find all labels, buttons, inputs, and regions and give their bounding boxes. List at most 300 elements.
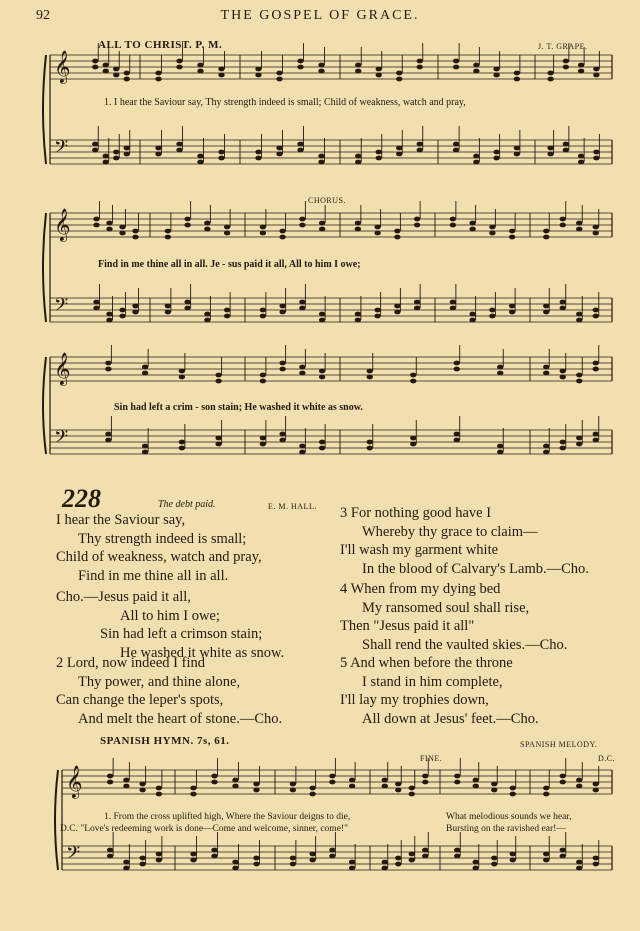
note-head — [179, 446, 185, 451]
note-head — [417, 59, 423, 64]
note-head — [290, 856, 296, 861]
note-head — [155, 71, 161, 76]
note-head — [454, 780, 460, 785]
note-head — [123, 778, 129, 783]
note-head — [93, 306, 99, 311]
note-head — [563, 65, 569, 70]
note-head — [576, 784, 582, 789]
verse-line: Sin had left a crimson stain; — [100, 626, 263, 642]
note-head — [179, 375, 185, 380]
composer: E. M. HALL. — [268, 502, 317, 511]
note-head — [394, 304, 400, 309]
note-head — [578, 69, 584, 74]
note-head — [497, 444, 503, 449]
note-head — [414, 217, 420, 222]
note-head — [493, 156, 499, 161]
note-head — [374, 308, 380, 313]
note-head — [469, 312, 475, 317]
note-head — [329, 780, 335, 785]
note-head — [204, 221, 210, 226]
note-head — [319, 440, 325, 445]
note-head — [454, 367, 460, 372]
note-head — [396, 71, 402, 76]
verse-line: He washed it white as snow. — [120, 644, 285, 661]
note-head — [142, 450, 148, 455]
bass-clef-icon: 𝄢 — [54, 137, 69, 162]
note-head — [156, 858, 162, 863]
note-head — [514, 146, 520, 151]
note-head — [509, 304, 515, 309]
note-head — [493, 73, 499, 78]
verse-1 — [56, 511, 262, 585]
note-head — [204, 312, 210, 317]
running-title: THE GOSPEL OF GRACE. — [220, 8, 420, 23]
note-head — [410, 379, 416, 384]
note-head — [563, 148, 569, 153]
note-head — [232, 866, 238, 871]
note-head — [547, 146, 553, 151]
note-head — [232, 784, 238, 789]
verse-line: 5 And when before the throne — [340, 655, 513, 671]
note-head — [560, 446, 566, 451]
note-head — [394, 235, 400, 240]
note-head — [103, 154, 109, 159]
note-head — [560, 223, 566, 228]
note-head — [113, 156, 119, 161]
note-head — [514, 152, 520, 157]
composer: SPANISH MELODY. — [520, 740, 598, 749]
hymn-subtitle: The debt paid. — [158, 499, 216, 510]
note-head — [329, 774, 335, 779]
note-head — [319, 318, 325, 323]
note-head — [473, 860, 479, 865]
note-head — [319, 369, 325, 374]
note-head — [297, 65, 303, 70]
note-head — [543, 858, 549, 863]
treble-clef-icon: 𝄞 — [66, 765, 83, 798]
note-head — [107, 780, 113, 785]
note-head — [510, 852, 516, 857]
note-head — [473, 784, 479, 789]
note-head — [473, 154, 479, 159]
note-head — [299, 444, 305, 449]
note-head — [576, 860, 582, 865]
note-head — [105, 432, 111, 437]
note-head — [329, 848, 335, 853]
note-head — [422, 848, 428, 853]
note-head — [119, 225, 125, 230]
note-head — [215, 373, 221, 378]
note-head — [106, 318, 112, 323]
note-head — [106, 221, 112, 226]
note-head — [410, 436, 416, 441]
note-head — [107, 854, 113, 859]
hymn-title: SPANISH HYMN. 7s, 61. — [100, 735, 230, 747]
note-head — [260, 308, 266, 313]
note-head — [211, 854, 217, 859]
note-head — [105, 361, 111, 366]
note-head — [593, 432, 599, 437]
note-head — [355, 160, 361, 165]
note-head — [253, 856, 259, 861]
verse-line: I'll wash my garment white — [340, 542, 499, 558]
note-head — [260, 436, 266, 441]
note-head — [103, 160, 109, 165]
note-head — [453, 65, 459, 70]
note-head — [414, 223, 420, 228]
note-head — [139, 788, 145, 793]
note-head — [179, 440, 185, 445]
note-head — [560, 440, 566, 445]
fine-marking: FINE. — [420, 754, 443, 763]
note-head — [394, 310, 400, 315]
verse-line: 4 When from my dying bed — [340, 581, 501, 597]
note-head — [176, 59, 182, 64]
note-head — [450, 223, 456, 228]
verse-4 — [340, 580, 567, 654]
note-head — [414, 306, 420, 311]
note-head — [454, 848, 460, 853]
note-head — [232, 778, 238, 783]
note-head — [409, 792, 415, 797]
note-head — [179, 369, 185, 374]
note-head — [543, 229, 549, 234]
note-head — [139, 856, 145, 861]
note-head — [329, 854, 335, 859]
note-head — [382, 778, 388, 783]
note-head — [224, 225, 230, 230]
note-head — [355, 221, 361, 226]
note-head — [224, 314, 230, 319]
note-head — [560, 780, 566, 785]
note-head — [255, 73, 261, 78]
note-head — [279, 304, 285, 309]
note-head — [410, 373, 416, 378]
note-head — [473, 866, 479, 871]
brace — [43, 55, 46, 164]
note-head — [349, 778, 355, 783]
note-head — [319, 227, 325, 232]
lyric-line: Sin had left a crim - son stain; He washed it white as snow. — [114, 402, 363, 413]
verse-line: All to him I owe; — [120, 607, 220, 624]
note-head — [469, 318, 475, 323]
note-head — [469, 227, 475, 232]
note-head — [510, 858, 516, 863]
note-head — [309, 858, 315, 863]
note-head — [376, 67, 382, 72]
note-head — [255, 156, 261, 161]
note-head — [578, 154, 584, 159]
note-head — [560, 300, 566, 305]
note-head — [367, 440, 373, 445]
note-head — [299, 306, 305, 311]
note-head — [593, 231, 599, 236]
note-head — [132, 229, 138, 234]
note-head — [124, 152, 130, 157]
note-head — [376, 73, 382, 78]
note-head — [396, 77, 402, 82]
note-head — [190, 852, 196, 857]
note-head — [184, 223, 190, 228]
note-head — [454, 432, 460, 437]
note-head — [497, 450, 503, 455]
note-head — [454, 774, 460, 779]
note-head — [355, 63, 361, 68]
note-head — [422, 780, 428, 785]
note-head — [422, 854, 428, 859]
note-head — [297, 148, 303, 153]
note-head — [543, 450, 549, 455]
note-head — [491, 788, 497, 793]
note-head — [576, 436, 582, 441]
note-head — [509, 229, 515, 234]
note-head — [349, 860, 355, 865]
note-head — [260, 373, 266, 378]
note-head — [355, 227, 361, 232]
note-head — [473, 69, 479, 74]
note-head — [578, 63, 584, 68]
note-head — [197, 63, 203, 68]
note-head — [297, 142, 303, 147]
note-head — [197, 69, 203, 74]
chorus-label: CHORUS. — [308, 196, 346, 205]
verse-line: Child of weakness, watch and pray, — [56, 549, 262, 565]
note-head — [156, 852, 162, 857]
verse-line: Shall rend the vaulted skies.—Cho. — [362, 636, 568, 653]
lyric-line: 1. I hear the Saviour say, Thy strength indeed is small; Child of weakness, watch and pray, — [104, 97, 466, 108]
lyric-line: Bursting on the ravished ear!— — [446, 824, 566, 834]
note-head — [142, 444, 148, 449]
note-head — [510, 786, 516, 791]
note-head — [473, 63, 479, 68]
note-head — [395, 856, 401, 861]
note-head — [409, 786, 415, 791]
note-head — [576, 442, 582, 447]
note-head — [232, 860, 238, 865]
note-head — [374, 314, 380, 319]
note-head — [417, 148, 423, 153]
note-head — [260, 379, 266, 384]
note-head — [576, 379, 582, 384]
lyric-line: D.C. "Love's redeeming work is done—Come and welcome, sinner, come!" — [60, 824, 348, 834]
note-head — [105, 438, 111, 443]
note-head — [124, 77, 130, 82]
note-head — [395, 782, 401, 787]
note-head — [576, 221, 582, 226]
note-head — [255, 150, 261, 155]
note-head — [218, 67, 224, 72]
verse-line: 3 For nothing good have I — [340, 505, 492, 521]
note-head — [290, 862, 296, 867]
note-head — [489, 308, 495, 313]
bass-clef-icon: 𝄢 — [54, 295, 69, 320]
note-head — [260, 314, 266, 319]
note-head — [299, 300, 305, 305]
brace — [43, 213, 46, 322]
note-head — [593, 782, 599, 787]
note-head — [119, 231, 125, 236]
bass-clef-icon: 𝄢 — [66, 843, 81, 868]
note-head — [319, 221, 325, 226]
note-head — [132, 304, 138, 309]
note-head — [450, 217, 456, 222]
treble-clef-icon: 𝄞 — [54, 50, 71, 83]
note-head — [450, 306, 456, 311]
note-head — [593, 361, 599, 366]
note-head — [260, 231, 266, 236]
note-head — [576, 866, 582, 871]
verse-line: Then "Jesus paid it all" — [340, 618, 475, 634]
note-head — [454, 438, 460, 443]
verse-line: My ransomed soul shall rise, — [362, 599, 530, 616]
note-head — [176, 148, 182, 153]
note-head — [309, 792, 315, 797]
note-head — [123, 784, 129, 789]
note-head — [253, 788, 259, 793]
note-head — [255, 67, 261, 72]
note-head — [279, 367, 285, 372]
note-head — [106, 312, 112, 317]
note-head — [211, 774, 217, 779]
note-head — [139, 862, 145, 867]
note-head — [299, 371, 305, 376]
lyric-line: What melodious sounds we hear, — [446, 812, 572, 822]
note-head — [593, 438, 599, 443]
page-number: 92 — [36, 8, 50, 23]
note-head — [93, 217, 99, 222]
note-head — [382, 866, 388, 871]
verse-line: I stand in him complete, — [362, 673, 503, 690]
note-head — [190, 792, 196, 797]
note-head — [92, 142, 98, 147]
note-head — [593, 314, 599, 319]
note-head — [318, 160, 324, 165]
note-head — [473, 160, 479, 165]
note-head — [593, 856, 599, 861]
note-head — [218, 156, 224, 161]
note-head — [197, 160, 203, 165]
note-head — [367, 375, 373, 380]
note-head — [395, 862, 401, 867]
note-head — [454, 854, 460, 859]
note-head — [576, 318, 582, 323]
note-head — [103, 69, 109, 74]
dc-marking: D.C. — [598, 754, 616, 763]
note-head — [224, 231, 230, 236]
note-head — [593, 225, 599, 230]
note-head — [190, 786, 196, 791]
note-head — [560, 306, 566, 311]
note-head — [593, 862, 599, 867]
note-head — [299, 450, 305, 455]
note-head — [514, 71, 520, 76]
note-head — [156, 786, 162, 791]
note-head — [197, 154, 203, 159]
note-head — [493, 150, 499, 155]
note-head — [409, 852, 415, 857]
note-head — [119, 308, 125, 313]
note-head — [276, 77, 282, 82]
note-head — [560, 217, 566, 222]
verse-line: In the blood of Calvary's Lamb.—Cho. — [362, 560, 589, 577]
verse-line: Thy strength indeed is small; — [78, 530, 247, 547]
note-head — [493, 67, 499, 72]
note-head — [543, 444, 549, 449]
note-head — [165, 310, 171, 315]
treble-clef-icon: 𝄞 — [54, 352, 71, 385]
note-head — [578, 160, 584, 165]
note-head — [176, 65, 182, 70]
note-head — [560, 774, 566, 779]
note-head — [204, 227, 210, 232]
verse-line: I'll lay my trophies down, — [340, 692, 489, 708]
note-head — [543, 852, 549, 857]
chorus — [56, 588, 284, 662]
note-head — [382, 784, 388, 789]
note-head — [139, 782, 145, 787]
note-head — [318, 63, 324, 68]
note-head — [422, 774, 428, 779]
note-head — [382, 860, 388, 865]
note-head — [204, 318, 210, 323]
note-head — [165, 235, 171, 240]
note-head — [491, 782, 497, 787]
note-head — [218, 73, 224, 78]
note-head — [279, 229, 285, 234]
note-head — [543, 365, 549, 370]
note-head — [113, 150, 119, 155]
note-head — [299, 365, 305, 370]
note-head — [276, 71, 282, 76]
note-head — [260, 442, 266, 447]
hymn-number: 228 — [62, 484, 101, 513]
note-head — [155, 77, 161, 82]
note-head — [190, 858, 196, 863]
note-head — [497, 371, 503, 376]
note-head — [367, 369, 373, 374]
note-head — [349, 866, 355, 871]
note-head — [106, 227, 112, 232]
note-head — [576, 312, 582, 317]
note-head — [93, 300, 99, 305]
note-head — [224, 308, 230, 313]
note-head — [142, 371, 148, 376]
note-head — [560, 848, 566, 853]
lyric-line: 1. From the cross uplifted high, Where the Saviour deigns to die, — [104, 812, 351, 822]
note-head — [547, 71, 553, 76]
note-head — [560, 375, 566, 380]
note-head — [155, 146, 161, 151]
note-head — [279, 310, 285, 315]
note-head — [215, 436, 221, 441]
note-head — [355, 154, 361, 159]
note-head — [469, 221, 475, 226]
note-head — [489, 225, 495, 230]
verse-line: And melt the heart of stone.—Cho. — [78, 710, 283, 727]
note-head — [453, 148, 459, 153]
note-head — [394, 229, 400, 234]
note-head — [253, 782, 259, 787]
note-head — [543, 310, 549, 315]
note-head — [563, 59, 569, 64]
note-head — [563, 142, 569, 147]
note-head — [319, 375, 325, 380]
note-head — [253, 862, 259, 867]
note-head — [211, 848, 217, 853]
verse-line: Find in me thine all in all. — [78, 567, 229, 584]
note-head — [374, 231, 380, 236]
verse-line: All down at Jesus' feet.—Cho. — [362, 710, 539, 727]
